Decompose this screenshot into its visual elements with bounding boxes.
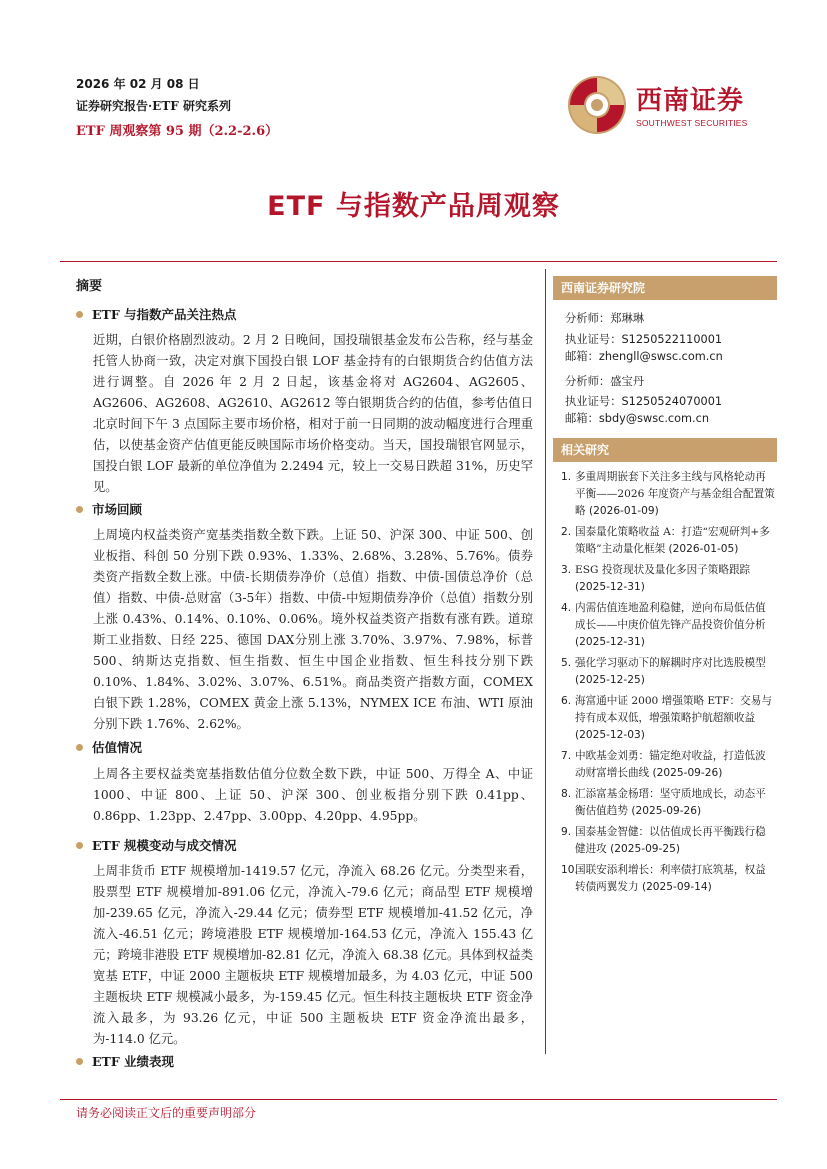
section-heading-hotspot	[76, 305, 237, 323]
analyst-name: 分析师：盛宝丹	[565, 375, 645, 388]
section-heading-etf-flow	[76, 836, 237, 854]
analyst-email: 邮箱：zhengll@swsc.com.cn	[565, 350, 723, 363]
section-text-hotspot: 近期，白银价格剧烈波动。2 月 2 日晚间，国投瑞银基金发布公告称，经与基金托管人协商一致，决定对旗下国投白银 LOF 基金持有的白银期货合约估值方法进行调整。自 2026 年 2 月 2 日起，该基金将对 AG2604、AG2605、AG2606、AG2608、AG2610、AG2612 等白银期货合约的估值，参考估值日北京时间下午 3 点国际主要市场价格，相对于前一日同期的波动幅度进行合理重估，以使基金资产估值更能反映国际市场价格变动。当天，国投瑞银官网显示，国投白银 LOF 最新的单位净值为 2.2494 元，较上一交易日跌超 31%，历史罕见。	[93, 333, 533, 494]
list-item[interactable]: 9. 国泰基金智健：以估值成长再平衡践行稳健进攻 (2025-09-25)	[561, 826, 766, 855]
section-title: ETF 业绩表现	[92, 1054, 175, 1069]
analyst-email: 邮箱：sbdy@swsc.com.cn	[565, 412, 710, 425]
abstract-heading: 摘要	[76, 279, 103, 294]
list-item[interactable]: 2. 国泰量化策略收益 A：打造“宏观研判+多策略”主动量化框架 (2026-01-05)	[561, 526, 770, 555]
bullet-icon	[76, 842, 83, 849]
section-title: ETF 规模变动与成交情况	[92, 838, 237, 853]
report-issue: ETF 周观察第 95 期（2.2-2.6）	[76, 124, 279, 139]
section-text-etf-flow: 上周非货币 ETF 规模增加-1419.57 亿元，净流入 68.26 亿元。分类型来看，股票型 ETF 规模增加-891.06 亿元，净流入-79.6 亿元；商品型 ETF 规模增加-239.65 亿元，净流入-29.44 亿元；债券型 ETF 规模增加-41.52 亿元，净流入-46.51 亿元；跨境港股 ETF 规模增加-164.53 亿元，净流入 155.43 亿元；跨境非港股 ETF 规模增加-82.81 亿元，净流入 68.38 亿元。具体到权益类宽基 ETF，中证 2000 主题板块 ETF 规模增加最多，为 4.03 亿元，中证 500 主题板块 ETF 规模减小最多，为-159.45 亿元。恒生科技主题板块 ETF 资金净流入最多，为 93.26 亿元，中证 500 主题板块 ETF 资金净流出最多，为-114.0 亿元。	[93, 864, 533, 1046]
bullet-icon	[76, 744, 83, 751]
company-logo	[566, 74, 776, 136]
section-heading-etf-performance	[76, 1052, 174, 1070]
institute-band: 西南证券研究院	[553, 276, 777, 300]
related-research-list	[561, 469, 775, 900]
list-item[interactable]: 4. 内需估值连地盈利稳健，逆向布局低估值成长——中庚价值先锋产品投资价值分析 (2025-12-31)	[561, 602, 766, 648]
top-divider	[60, 261, 777, 262]
footer-notice: 请务必阅读正文后的重要声明部分	[76, 1106, 257, 1120]
bullet-icon	[76, 506, 83, 513]
section-heading-market	[76, 500, 142, 518]
list-item[interactable]: 10. 国联安添利增长：利率债打底筑基，权益转债两翼发力 (2025-09-14)	[561, 864, 766, 893]
section-title: 估值情况	[92, 740, 143, 755]
list-item[interactable]: 3. ESG 投资现状及量化多因子策略跟踪 (2025-12-31)	[561, 564, 751, 593]
page-title: ETF 与指数产品周观察	[267, 191, 560, 222]
analyst-name: 分析师：郑琳琳	[565, 312, 645, 325]
list-item[interactable]: 8. 汇添富基金杨瑨：坚守质地成长，动态平衡估值趋势 (2025-09-26)	[561, 788, 766, 817]
section-title: ETF 与指数产品关注热点	[92, 307, 237, 322]
list-item[interactable]: 5. 强化学习驱动下的解耦时序对比选股模型 (2025-12-25)	[561, 657, 766, 686]
section-text-valuation: 上周各主要权益类宽基指数估值分位数全数下跌，中证 500、万得全 A、中证 1000、中证 800、上证 50、沪深 300、创业板指分别下跌 0.41pp、0.86pp、1.23pp、2.47pp、3.00pp、4.20pp、4.95pp。	[93, 767, 533, 823]
analyst-cert: 执业证号：S1250522110001	[565, 333, 723, 346]
list-item[interactable]: 6. 海富通中证 2000 增强策略 ETF：交易与持有成本双低，增强策略护航超额收益 (2025-12-03)	[561, 695, 772, 741]
section-heading-valuation	[76, 738, 142, 756]
bottom-divider	[60, 1099, 777, 1100]
section-text-market: 上周境内权益类资产宽基类指数全数下跌。上证 50、沪深 300、中证 500、创业板指、科创 50 分别下跌 0.93%、1.33%、2.68%、3.28%、5.76%。债券类资产指数全数上涨。中债-长期债券净价（总值）指数、中债-国债总净价（总值）指数、中债-总财富（3-5年）指数、中债-中短期债券净价（总值）指数分别上涨 0.43%、0.14%、0.10%、0.06%。境外权益类资产指数有涨有跌。道琼斯工业指数、日经 225、德国 DAX分别上涨 3.70%、3.97%、7.98%，标普 500、纳斯达克指数、恒生指数、恒生中国企业指数、恒生科技分别下跌 0.10%、1.84%、3.02%、3.07%、6.51%。商品类资产指数方面，COMEX 白银下跌 1.28%，COMEX 黄金上涨 5.13%，NYMEX ICE 布油、WTI 原油分别下跌 1.76%、2.62%。	[93, 528, 533, 731]
analyst-cert: 执业证号：S1250524070001	[565, 395, 723, 408]
report-series: 证券研究报告·ETF 研究系列	[76, 99, 231, 113]
related-research-band: 相关研究	[553, 438, 777, 462]
bullet-icon	[76, 1058, 83, 1065]
section-title: 市场回顾	[92, 502, 143, 517]
bullet-icon	[76, 311, 83, 318]
logo-name-cn: 西南证券	[636, 86, 745, 116]
report-date: 2026 年 02 月 08 日	[76, 77, 200, 91]
list-item[interactable]: 1. 多重周期嵌套下关注多主线与风格轮动再平衡——2026 年度资产与基金组合配置策略 (2026-01-09)	[561, 471, 775, 517]
column-divider	[545, 269, 546, 1054]
list-item[interactable]: 7. 中欧基金刘勇：锚定绝对收益，打造低波动财富增长曲线 (2025-09-26)	[561, 750, 766, 779]
logo-name-en: SOUTHWEST SECURITIES	[636, 118, 748, 128]
logo-emblem-icon	[566, 74, 628, 136]
